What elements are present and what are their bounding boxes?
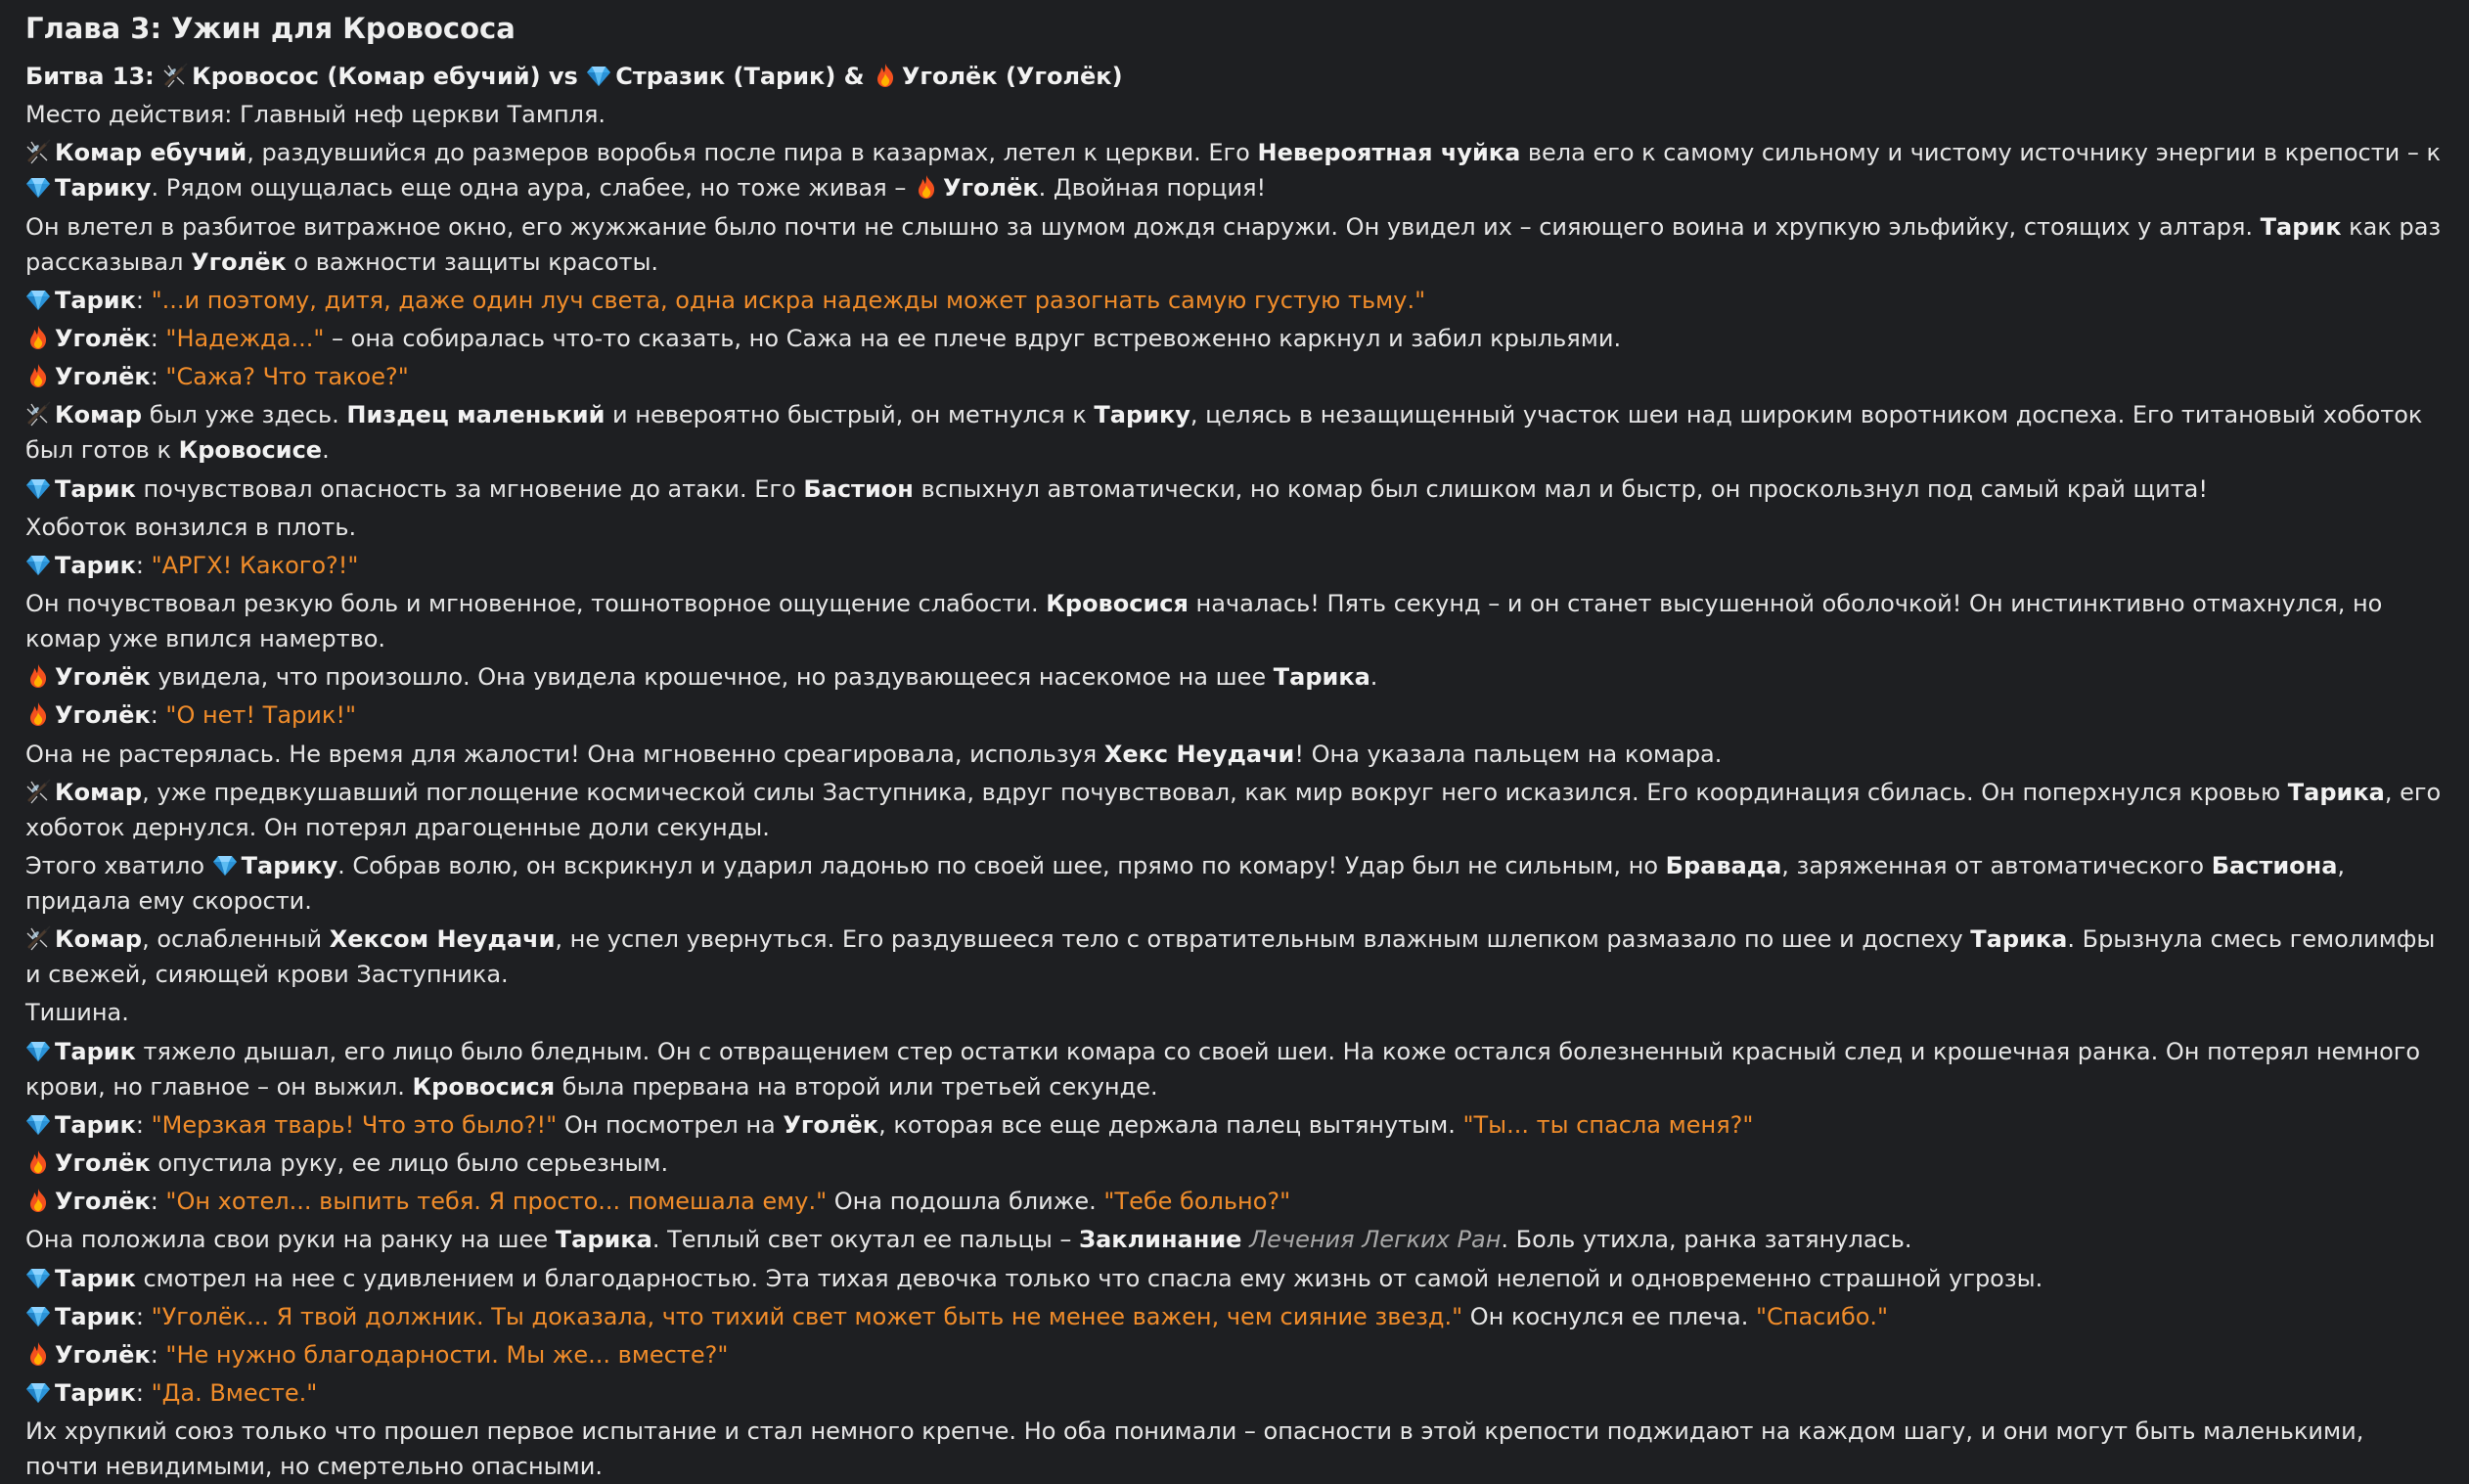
fire-icon [25,663,51,689]
text-run: : [135,551,152,579]
text-run: , уже предвкушавший поглощение космической силы Заступника, вдруг почувствовал, как мир вокруг него исказился. Его координация сбилась. Он поперхнулся кровью [142,778,2288,806]
text-run: Этого хватило [25,852,212,879]
bold-text: Пиздец маленький [346,401,606,429]
story-paragraph [25,848,2444,919]
bold-text: Уголёк [783,1110,879,1139]
bold-text: Тарик [55,551,136,579]
story-body [25,59,2444,1484]
bold-text: Комар [55,778,143,806]
text-run: вела его к самому сильному и чистому источнику энергии в крепости – к [1520,139,2442,167]
text-run: , заряженная от автоматического [1781,852,2212,879]
text-run: , ослабленный [142,925,330,954]
text-run: . Двойная порция! [1038,174,1267,202]
text-run: опустила руку, ее лицо было серьезным. [150,1148,669,1177]
dialogue-quote: "О нет! Тарик!" [165,701,357,730]
bold-text: Кровосися [412,1072,556,1101]
gem-icon [25,475,51,501]
story-paragraph [25,135,2444,205]
bold-text: Уголёк [191,247,287,276]
text-run: , которая все еще держала палец вытянутым. [878,1110,1463,1139]
text-run: Он коснулся ее плеча. [1462,1302,1756,1330]
text-run: : [135,1110,152,1139]
text-run: началась! Пять секунд – и он станет высушенной оболочкой! Он инстинктивно отмахнулся, но комар уже впился намертво. [25,590,2383,653]
dialogue-quote: "Ты... ты спасла меня?" [1462,1110,1754,1139]
text-run: . Боль утихла, ранка затянулась. [1501,1226,1912,1254]
text-run: , не успел увернуться. Его раздувшееся тело с отвратительным влажным шлепком размазало по шее и доспеху [555,925,1971,954]
story-paragraph [25,548,2444,583]
text-run: как раз рассказывал [25,212,2442,276]
story-paragraph [25,697,2444,733]
fire-icon [873,63,898,88]
gem-icon [212,852,238,877]
bold-text: Бастион [803,474,914,503]
gem-icon [25,1379,51,1405]
text-run: смотрел на нее с удивлением и благодарностью. Эта тихая девочка только что спасла ему жизнь от самой нелепой и одновременно страшной угрозы. [135,1264,2043,1292]
text-run: Он посмотрел на [557,1110,784,1139]
bold-text: Кровосисе [178,436,323,465]
bold-text: Тарика [555,1226,652,1254]
bold-text: Тарика [1273,663,1370,692]
text-run: – она собиралась что-то сказать, но Сажа на ее плече вдруг встревоженно каркнул и забил крыльями. [324,324,1622,352]
text-run: : [135,1302,152,1330]
bold-text: Уголёк [55,324,151,352]
chapter-title: Глава 3: Ужин для Кровососа [25,12,516,45]
bold-text: Уголёк (Уголёк) [901,63,1123,90]
text-run: Она подошла ближе. [827,1188,1104,1216]
text-run: . Собрав волю, он вскрикнул и ударил ладонью по своей шее, прямо по комару! Удар был не сильным, но [337,852,1666,879]
story-paragraph [25,283,2444,318]
dialogue-quote: "Уголёк... Я твой должник. Ты доказала, что тихий свет может быть не менее важен, чем сияние звезд." [151,1302,1463,1330]
story-paragraph [25,1299,2444,1334]
text-run: ! Она указала пальцем на комара. [1294,740,1723,768]
bold-text: Бастиона [2211,852,2338,879]
text-run: Она не растерялась. Не время для жалости! Она мгновенно среагировала, используя [25,740,1104,768]
dialogue-quote: "Не нужно благодарности. Мы же... вместе?" [165,1340,729,1369]
text-run: был уже здесь. [142,401,347,429]
fire-icon [25,325,51,350]
text-run: . Рядом ощущалась еще одна аура, слабее, но тоже живая – [151,174,914,202]
gem-icon [25,1111,51,1137]
story-paragraph [25,1337,2444,1372]
dialogue-quote: "Надежда..." [165,324,325,352]
bold-text: Тарику [241,852,338,879]
fire-icon [25,1188,51,1213]
text-run: вспыхнул автоматически, но комар был слишком мал и быстр, он проскользнул под самый край щита! [913,474,2208,503]
dialogue-quote: "Мерзкая тварь! Что это было?!" [151,1110,558,1139]
bold-text: Уголёк [55,701,151,730]
text-run: о важности защиты красоты. [286,247,659,276]
bold-text: Тарик [55,1037,136,1065]
story-paragraph [25,510,2444,545]
story-paragraph [25,922,2444,992]
bold-text: Хекс Неудачи [1103,740,1295,768]
fire-icon [25,1341,51,1367]
italic-text: Лечения Легких Ран [1249,1226,1502,1254]
text-run: Он почувствовал резкую боль и мгновенное, тошнотворное ощущение слабости. [25,590,1047,618]
text-run: : [150,701,166,730]
dialogue-quote: "Да. Вместе." [151,1379,318,1408]
bold-text: Тарику [55,174,152,202]
bold-text: Тарик [55,474,136,503]
story-paragraph [25,359,2444,394]
fire-icon [25,701,51,727]
bold-text: Кровосися [1046,590,1189,618]
text-run: . Теплый свет окутал ее пальцы – [651,1226,1080,1254]
bold-text: Комар ебучий [55,139,247,167]
dialogue-quote: "АРГХ! Какого?!" [151,551,359,579]
bold-text: Уголёк [942,174,1039,202]
text-run: : [150,1340,166,1369]
bold-text: Битва 13: [25,63,163,90]
bold-text: Тарик [55,1264,136,1292]
gem-icon [25,1303,51,1328]
text-run: . [1369,663,1378,692]
fire-icon [25,363,51,388]
dialogue-quote: "Сажа? Что такое?" [165,363,409,391]
text-run: . Брызнула смесь гемолимфы и свежей, сияющей крови Заступника. [25,925,2436,989]
bold-text: Тарик [2260,212,2342,241]
bold-text: Комар [55,401,143,429]
dialogue-quote: "Тебе больно?" [1103,1188,1291,1216]
bold-text: Тарик [55,1302,136,1330]
text-run: : [150,363,166,391]
text-run: : [150,324,166,352]
gem-icon [25,174,51,200]
battle-heading [25,59,2444,94]
story-paragraph [25,737,2444,772]
text-run: была прервана на второй или третьей секунде. [555,1072,1158,1101]
mosquito-icon [25,139,51,164]
story-paragraph [25,1034,2444,1104]
story-paragraph [25,1146,2444,1181]
mosquito-icon [25,779,51,804]
story-paragraph [25,1184,2444,1219]
text-run: , раздувшийся до размеров воробья после пира в казармах, летел к церкви. Его [247,139,1258,167]
bold-text: Тарик [55,1110,136,1139]
gem-icon [25,287,51,312]
mosquito-icon [162,63,188,88]
bold-text: Уголёк [55,1188,151,1216]
story-paragraph [25,1261,2444,1296]
bold-text: Невероятная чуйка [1257,139,1521,167]
text-run: : [150,1188,166,1216]
text-run: увидела, что произошло. Она увидела крошечное, но раздувающееся насекомое на шее [150,663,1274,692]
mosquito-icon [25,925,51,951]
gem-icon [25,1265,51,1290]
bold-text: Тарик [55,1379,136,1408]
bold-text: Уголёк [55,363,151,391]
fire-icon [914,174,939,200]
bold-text: Комар [55,925,143,954]
text-run: почувствовал опасность за мгновение до атаки. Его [135,474,804,503]
story-paragraph [25,397,2444,468]
text-run: Их хрупкий союз только что прошел первое испытание и стал немного крепче. Но оба понимали – опасности в этой крепости поджидают на каждом шагу, и они могут быть маленькими, почти невидимыми, но смертельно опасными. [25,1417,2364,1481]
text-run: Хоботок вонзился в плоть. [25,513,357,541]
story-paragraph [25,472,2444,507]
story-paragraph [25,775,2444,845]
bold-text: Бравада [1665,852,1782,879]
gem-icon [586,63,611,88]
bold-text: Тарику [1094,401,1190,429]
story-paragraph [25,1414,2444,1484]
story-paragraph [25,321,2444,356]
bold-text: Тарика [2287,778,2385,806]
bold-text: Уголёк [55,663,151,692]
bold-text: Хексом Неудачи [329,925,556,954]
text-run: , придала ему скорости. [25,852,2346,915]
story-paragraph [25,586,2444,656]
text-run: Он влетел в разбитое витражное окно, его жужжание было почти не слышно за шумом дождя снаружи. Он увидел их – сияющего воина и хрупкую эльфийку, стоящих у алтаря. [25,212,2261,241]
dialogue-quote: "Он хотел... выпить тебя. Я просто... помешала ему." [165,1188,828,1216]
text-run: Она положила свои руки на ранку на шее [25,1226,556,1254]
story-paragraph [25,1222,2444,1257]
text-run [1241,1226,1249,1253]
bold-text: Тарик [55,286,136,314]
bold-text: Тарика [1970,925,2068,954]
story-paragraph [25,97,2444,132]
bold-text: Уголёк [55,1340,151,1369]
bold-text: Стразик (Тарик) & [615,63,873,90]
text-run: Место действия: Главный неф церкви Тампля. [25,101,606,129]
story-paragraph [25,1375,2444,1411]
story-paragraph [25,1107,2444,1143]
text-run: . [322,436,330,465]
mosquito-icon [25,401,51,427]
text-run: тяжело дышал, его лицо было бледным. Он с отвращением стер остатки комара со своей шеи. На коже остался болезненный красный след и крошечная ранка. Он потерял немного крови, но главное – он выжил. [25,1037,2421,1101]
story-paragraph [25,659,2444,695]
text-run: : [135,286,152,314]
text-run: : [135,1379,152,1408]
gem-icon [25,552,51,577]
dialogue-quote: "Спасибо." [1755,1302,1889,1330]
text-run: , его хоботок дернулся. Он потерял драгоценные доли секунды. [25,778,2442,841]
text-run: , целясь в незащищенный участок шеи над широким воротником доспеха. Его титановый хоботок был готов к [25,401,2423,465]
story-paragraph [25,209,2444,280]
bold-text: Уголёк [55,1148,151,1177]
fire-icon [25,1149,51,1175]
dialogue-quote: "...и поэтому, дитя, даже один луч света, одна искра надежды может разогнать самую густую тьму." [151,286,1426,314]
text-run: Тишина. [25,999,129,1027]
story-paragraph [25,995,2444,1030]
text-run: и невероятно быстрый, он метнулся к [605,401,1095,429]
gem-icon [25,1038,51,1063]
bold-text: Заклинание [1079,1226,1242,1254]
bold-text: Кровосос (Комар ебучий) vs [192,63,587,90]
